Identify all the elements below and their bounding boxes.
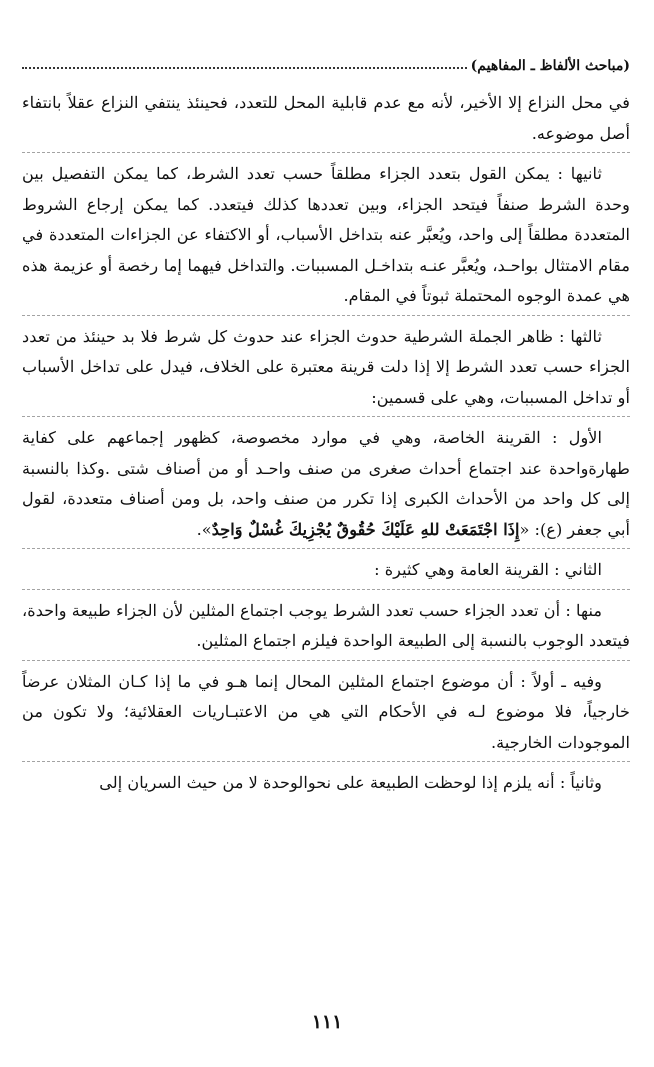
paragraph: الثاني : القرينة العامة وهي كثيرة : <box>374 560 602 579</box>
quote-close: ». <box>196 519 212 539</box>
paragraph: ثالثها : ظاهر الجملة الشرطية حدوث الجزاء عند حدوث كل شرط فلا بد حينئذ من تعدد الجزاء حسب تعدد الشرط إلا إذا دلت قرينة معتبرة على الخلاف، فيدل على تداخل الأسباب أو تداخل المسببات، وهي على قسمين: <box>22 326 630 407</box>
paragraph-separator <box>22 152 630 153</box>
paragraph: منها : أن تعدد الجزاء حسب تعدد الشرط يوجب اجتماع المثلين لأن الجزاء طبيعة واحدة، فيتعدد الوجوب بالنسبة إلى الطبيعة الواحدة فيلزم اجتماع المثلين. <box>22 600 630 650</box>
paragraph-with-quote <box>22 423 630 545</box>
paragraph-separator <box>22 416 630 417</box>
paragraph-separator <box>22 660 630 661</box>
paragraph-separator <box>22 548 630 549</box>
header-dotted-leader <box>22 67 467 69</box>
paragraph-separator <box>22 761 630 762</box>
header-title: (مباحث الألفاظ ـ المفاهيم) <box>470 58 630 74</box>
hadith-quote: إِذَا اجْتَمَعَتْ للهِ عَلَيْكَ حُقُوقٌ يُجْزِيكَ غُسْلٌ وَاحِدٌ <box>211 519 520 539</box>
book-page <box>22 52 630 1027</box>
paragraph-text: الأول : القرينة الخاصة، وهي في موارد مخصوصة، كظهور إجماعهم على كفاية طهارةواحدة عند اجتماع أحداث صغرى من صنف واحـد أو من أصناف شتى .وكذا بالنسبة إلى كل واحد من الأحداث الكبرى إذا تكرر من صنف واحد، بل ومن أصناف متعددة، لقول أبي جعفر (ع): « <box>22 428 630 539</box>
page-body <box>22 88 630 799</box>
page-number: ١١١ <box>311 1011 343 1033</box>
paragraph: ثانيها : يمكن القول بتعدد الجزاء مطلقاً حسب تعدد الشرط، كما يمكن التفصيل بين وحدة الشرط صنفاً فيتحد الجزاء، وبين تعددها كذلك فيتعدد. كما يمكن إرجاع الشروط المتعددة مطلقاً إلى واحد، ويُعبَّر عنه بتداخل الأسباب، أو الاكتفاء عن الجزاءات المتعددة في مقام الامتثال بواحـد، ويُعبَّر عنـه بتداخـل المسببات. والتداخل فيهما إما رخصة أو عزيمة هذه هي عمدة الوجوه المحتملة ثبوتاً في المقام. <box>22 164 630 305</box>
paragraph: في محل النزاع إلا الأخير، لأنه مع عدم قابلية المحل للتعدد، فحينئذ ينتفي النزاع عقلاً بانتفاء أصل موضوعه. <box>22 93 630 143</box>
paragraph-separator <box>22 589 630 590</box>
paragraph: وثانياً : أنه يلزم إذا لوحظت الطبيعة على نحوالوحدة لا من حيث السريان إلى <box>99 773 602 792</box>
paragraph: وفيه ـ أولاً : أن موضوع اجتماع المثلين المحال إنما هـو في ما إذا كـان المثلان عرضاً خارجياً، فلا موضوع لـه في الأحكام التي هي من الاعتبـاريات العقلائية؛ ولا تكون من الموجودات الخارجية. <box>22 671 630 752</box>
running-header <box>22 52 630 74</box>
paragraph-separator <box>22 315 630 316</box>
